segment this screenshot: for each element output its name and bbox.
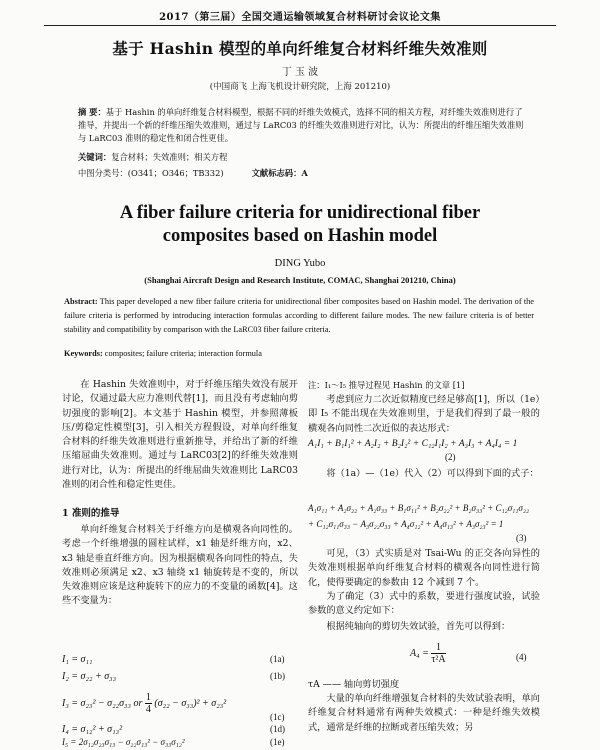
right-column-para3: [308, 547, 540, 590]
keywords-en: [64, 349, 534, 358]
right-column-para1: [308, 393, 540, 436]
tsai-wu-paragraph: 可见，（3）式实质是对 Tsai-Wu 的正交各向异性的失效准则根据单向纤维复合材料的横观各向同性进行简化，使得要确定的参数由 12 个减到 7 个。: [308, 548, 540, 588]
equation-3-line2: + C₁₂σ₁₁σ₃₃ − A₃σ₂₂σ₃₃ + A₄σ₁₂² + A₄σ₁₃² + A₃σ₂₃² = 1: [308, 519, 504, 529]
keywords-cn-text: 复合材料；失效准则；相关方程: [111, 152, 228, 162]
coefficient-paragraph: 为了确定（3）式中的系数，要进行强度试验，试验参数的意义约定如下：: [308, 591, 540, 617]
keywords-cn-label: 关键词：: [78, 152, 112, 162]
title-cn: 基于 Hashin 模型的单向纤维复合材料纤维失效准则: [112, 39, 488, 58]
author-en: DING Yubo: [274, 258, 326, 269]
abstract-en-text: This paper developed a new fiber failure criteria for unidirectional fiber composites based on Hashin model. The derivation of the failure criteria is performed by introducing interaction formulas according to different failure modes. The new failure criteria is of better stability and compatibility by comparison with the LaRC03 fiber failure criteria.: [64, 297, 534, 334]
equation-1e-number: (1e): [270, 737, 285, 747]
invariant-note: 注：I₁～I₅ 推导过程见 Hashin 的文章 [1]: [308, 380, 465, 390]
equation-1c-rhs: (σ₂₂ − σ₃₃)² + σ₂₃²: [154, 697, 227, 709]
abstract-cn-text: 基于 Hashin 的单向纤维复合材料模型，根据不同的纤维失效模式，选择不同的相关方程，对纤维失效准则进行了推导，并提出一个新的纤维压缩失效准则，通过与 LaRC03 的纤维失效准则进行对比，认为：所提出的纤维压缩失效准则与 LaRC03 准则的稳定性和闭合性更佳。: [78, 107, 524, 143]
equation-1d: I₄ = σ₁₂² + σ₁₃²: [62, 724, 123, 735]
abstract-en: [64, 295, 534, 337]
tau-definition: τA —— 轴向剪切强度: [308, 679, 400, 690]
equation-1c-denominator: 4: [145, 704, 151, 715]
failure-mode-paragraph: 大量的单向纤维增强复合材料的失效试验表明，单向纤维复合材料通常有两种失效模式：一种是纤维失效模式，通常是纤维的拉断或者压缩失效；另: [308, 693, 540, 733]
equation-1c-fraction: [145, 692, 152, 715]
equation-1e: I₅ = 2σ₁₂σ₂₃σ₁₃ − σ₂₂σ₁₃² − σ₃₃σ₁₂²: [62, 737, 185, 747]
equation-4-fraction: [431, 642, 445, 665]
abstract-en-label: Abstract:: [64, 297, 98, 306]
equation-1c-numerator: 1: [145, 692, 151, 703]
left-column-body: [62, 523, 298, 609]
author-cn: 丁 玉 波: [281, 67, 319, 78]
equation-1a-number: (1a): [270, 654, 285, 664]
keywords-en-label: Keywords:: [64, 349, 103, 358]
affiliation-cn: (中国商飞 上海飞机设计研究院，上海 201210): [209, 82, 391, 92]
affiliation-en: (Shanghai Aircraft Design and Research Institute, COMAC, Shanghai 201210, China): [144, 275, 456, 285]
right-column-para2: [308, 467, 540, 481]
classification-cn: [78, 167, 528, 179]
equation-1a: I₁ = σ₁₁: [62, 654, 93, 665]
title-en-line1: A fiber failure criteria for unidirectional fiber: [119, 203, 481, 223]
equation-4-numerator: 1: [431, 642, 445, 654]
shear-test-paragraph: 根据纯轴向的剪切失效试验，首先可以得到：: [326, 621, 511, 632]
right-column-para4: [308, 590, 540, 619]
header-rule: [44, 25, 556, 26]
right-column-para6: [308, 692, 540, 735]
abstract-cn-label: 摘 要：: [78, 107, 106, 117]
equation-2: A₁I₁ + B₁I₁² + A₂I₂ + B₂I₂² + C₁₂I₁I₂ + A₃I₃ + A₄I₄ = 1: [308, 438, 518, 449]
equation-4-lhs: A₄ =: [410, 647, 429, 659]
equation-3-line1: A₁σ₁₁ + A₂σ₂₂ + A₂σ₃₃ + B₁σ₁₁² + B₂σ₂₂² + B₂σ₃₃² + C₁₂σ₁₁σ₂₂: [308, 503, 530, 513]
approximation-paragraph: 考虑到应力二次近似精度已经足够高[1]，所以（1e）即 I₅ 不能出现在失效准则里，于是我们得到了最一般的横观各向同性二次近似的表达形式：: [308, 394, 540, 434]
document-code: 文献标志码：A: [251, 168, 308, 178]
substitution-paragraph: 将（1a）—（1e）代入（2）可以得到下面的式子：: [326, 468, 539, 479]
clc-number: 中图分类号：(O341；O346；TB332): [78, 168, 224, 178]
equation-1c-lhs: I₃ = σ₂₃² − σ₂₂σ₃₃ or: [62, 697, 143, 709]
title-en: [0, 202, 600, 248]
equation-1c: [62, 692, 226, 715]
equation-2-number: (2): [445, 452, 456, 462]
equation-1b-number: (1b): [270, 671, 285, 681]
right-column-para5: [308, 620, 540, 634]
title-en-line2: composites based on Hashin model: [162, 226, 438, 246]
intro-paragraph: 在 Hashin 失效准则中，对于纤维压缩失效没有展开讨论，仅通过最大应力准则代替[1]，而且没有考虑轴向剪切强度的影响[2]。本文基于 Hashin 模型，并参照薄板压/剪稳定性模型[3]，引入相关方程假设，对单向纤维复合材料的纤维失效准则进行重新推导，并给出了新的纤维压缩屈曲失效准则。通过与 LaRC03[2]的纤维失效准则进行对比，认为：所提出的纤维屈曲失效准则比 LaRC03 准则的闭合性和稳定性更佳。: [62, 379, 298, 491]
keywords-en-text: composites; failure criteria; interaction formula: [104, 349, 262, 358]
equation-1d-number: (1d): [270, 724, 285, 734]
abstract-cn: [78, 106, 528, 145]
equation-1b: I₂ = σ₂₂ + σ₃₃: [62, 671, 117, 682]
derivation-paragraph: 单向纤维复合材料关于纤维方向是横观各向同性的。考虑一个纤维增强的圆柱试样，x1 轴是纤维方向，x2、x3 轴是垂直纤维方向。因为根据横观各向同性的特点，失效准则必须满足 x2、x3 轴绕 x1 轴旋转是不变的，所以失效准则应该是这种旋转下的应力的不变量的函数[4]。这些不变量为：: [62, 524, 298, 607]
equation-3-number: (3): [516, 533, 527, 543]
equation-4-denominator: τ²A: [431, 654, 446, 665]
running-header: 2017（第三届）全国交通运输领域复合材料研讨会议论文集: [159, 12, 441, 23]
section-heading-1: 1 准则的推导: [62, 508, 120, 519]
left-column-intro: [62, 378, 298, 492]
equation-4: [410, 642, 446, 665]
equation-1c-number: (1c): [270, 712, 285, 722]
equation-4-number: (4): [516, 652, 527, 662]
keywords-cn: [78, 151, 528, 163]
